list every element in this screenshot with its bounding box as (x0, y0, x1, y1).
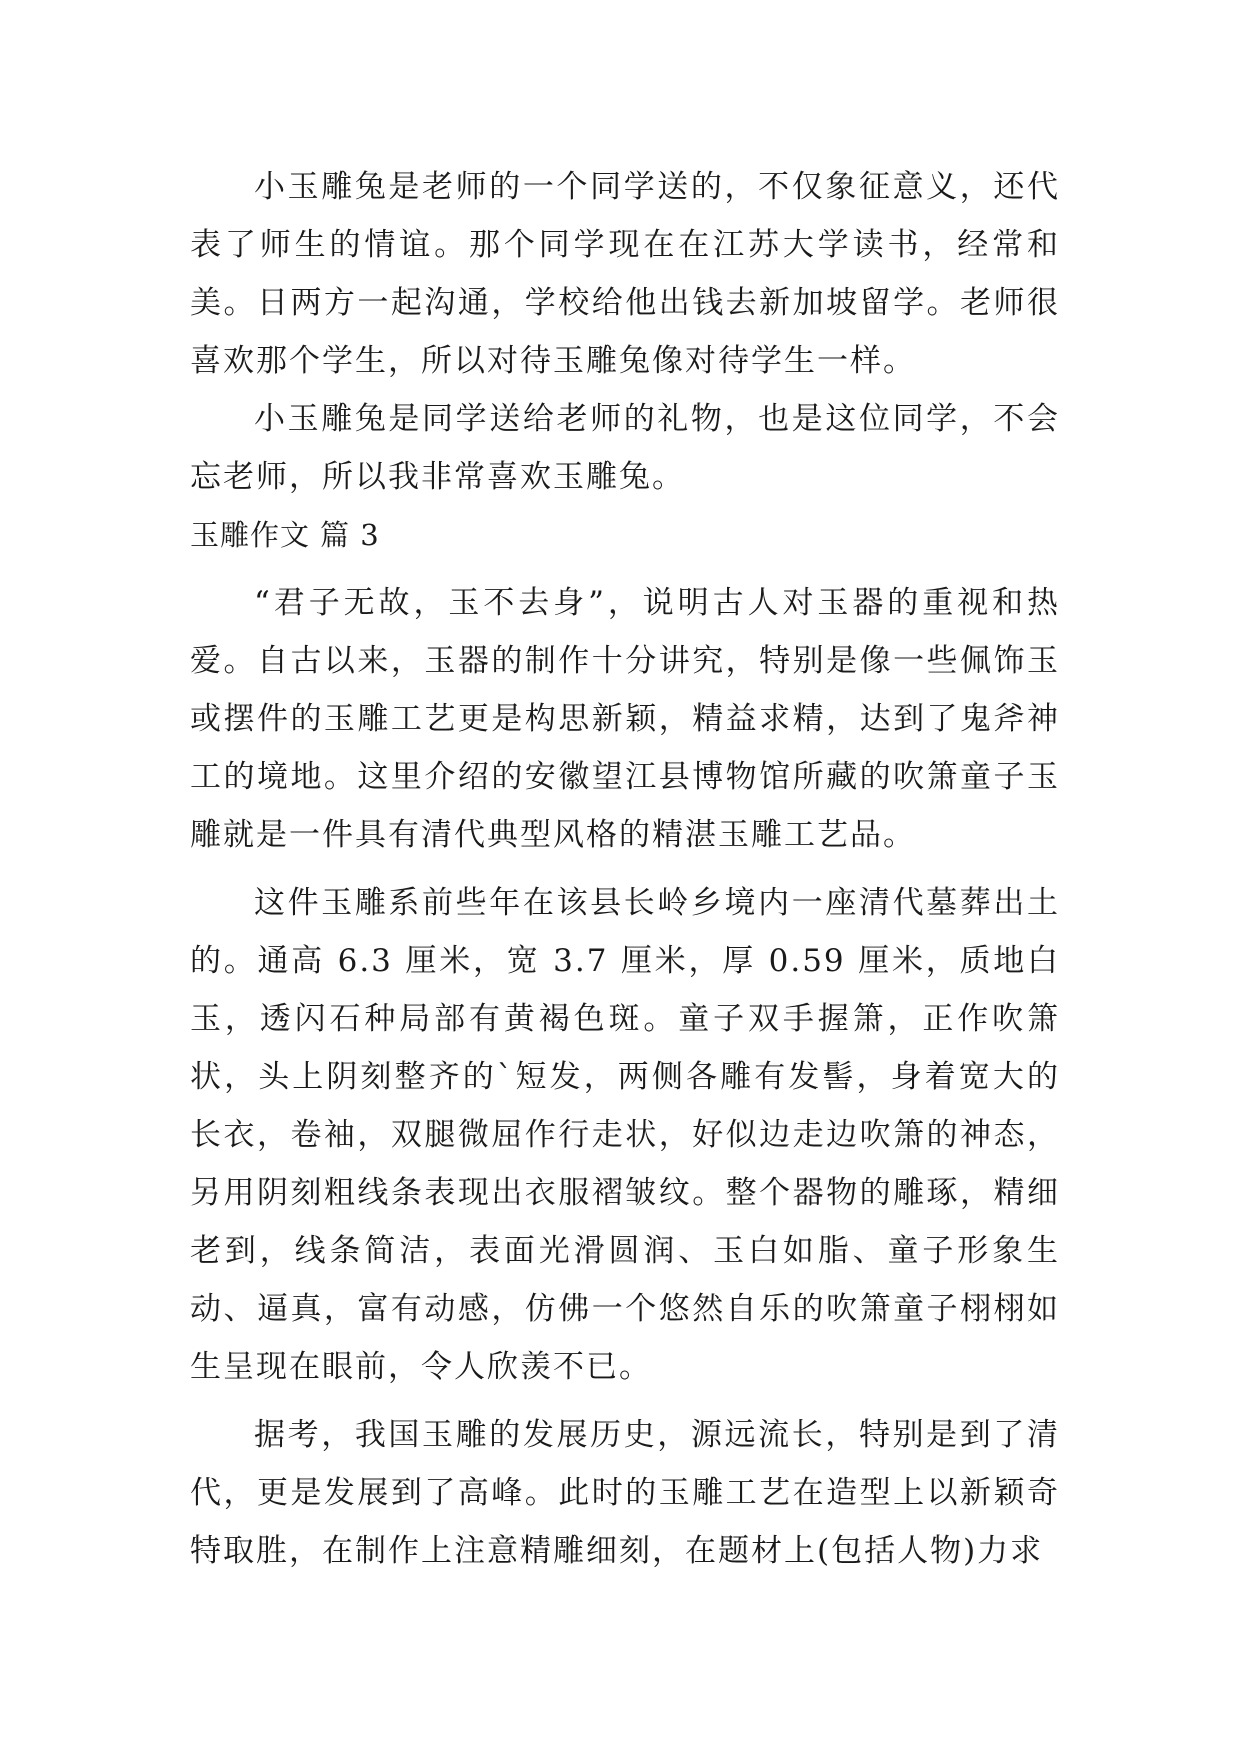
body-paragraph: 据考，我国玉雕的发展历史，源远流长，特别是到了清代，更是发展到了高峰。此时的玉雕工艺在造型上以新颖奇特取胜，在制作上注意精雕细刻，在题材上(包括人物)力求 (190, 1417, 1060, 1569)
section-title: 玉雕作文 (190, 518, 311, 552)
document-body (190, 158, 1060, 1580)
body-paragraph: 小玉雕兔是老师的一个同学送的，不仅象征意义，还代表了师生的情谊。那个同学现在在江苏大学读书，经常和美。日两方一起沟通，学校给他出钱去新加坡留学。老师很喜欢那个学生，所以对待玉雕兔像对待学生一样。 (190, 169, 1060, 379)
body-paragraph: 这件玉雕系前些年在该县长岭乡境内一座清代墓葬出土的。通高 6.3 厘米，宽 3.7 厘米，厚 0.59 厘米，质地白玉，透闪石种局部有黄褐色斑。童子双手握箫，正作吹箫状，头上阴刻整齐的`短发，两侧各雕有发髻，身着宽大的长衣，卷袖，双腿微屈作行走状，好似边走边吹箫的神态，另用阴刻粗线条表现出衣服褶皱纹。整个器物的雕琢，精细老到，线条简洁，表面光滑圆润、玉白如脂、童子形象生动、逼真，富有动感，仿佛一个悠然自乐的吹箫童子栩栩如生呈现在眼前，令人欣羡不已。 (190, 885, 1060, 1385)
body-paragraph: 小玉雕兔是同学送给老师的礼物，也是这位同学，不会忘老师，所以我非常喜欢玉雕兔。 (190, 401, 1060, 495)
section-heading (190, 506, 1060, 564)
section-number: 篇 3 (320, 518, 380, 552)
body-paragraph: “君子无故，玉不去身”，说明古人对玉器的重视和热爱。自古以来，玉器的制作十分讲究，特别是像一些佩饰玉或摆件的玉雕工艺更是构思新颖，精益求精，达到了鬼斧神工的境地。这里介绍的安徽望江县博物馆所藏的吹箫童子玉雕就是一件具有清代典型风格的精湛玉雕工艺品。 (190, 585, 1060, 853)
